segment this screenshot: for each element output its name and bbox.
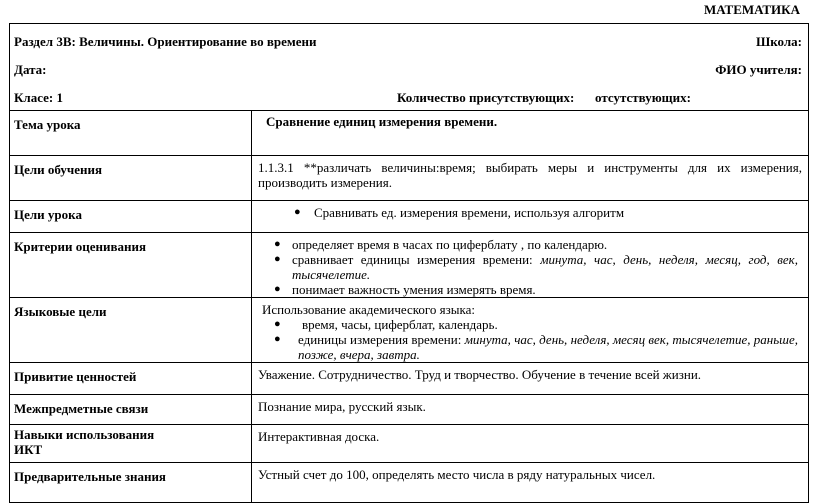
row-label: Цели урока <box>10 201 252 233</box>
prior-knowledge-cell: Устный счет до 100, определять место числа в ряду натуральных чисел. <box>252 463 809 503</box>
row-label: Межпредметные связи <box>10 395 252 425</box>
row-label: Предварительные знания <box>10 463 252 503</box>
row-label: Критерии оценивания <box>10 233 252 298</box>
row-label: Тема урока <box>10 111 252 156</box>
list-item: ● понимает важность умения измерять время. <box>274 282 536 297</box>
header-cell <box>10 24 809 111</box>
row-label: Языковые цели <box>10 298 252 363</box>
table-row <box>10 201 809 233</box>
list-item: ● Сравнивать ед. измерения времени, используя алгоритм <box>294 205 625 220</box>
date-label: Дата: <box>14 62 47 77</box>
row-label: Привитие ценностей <box>10 363 252 395</box>
table-row <box>10 233 809 298</box>
list-item: ● сравнивает единицы измерения времени: минута, час, день, неделя, месяц, год, век, тысячелетие. <box>274 252 798 282</box>
list-item: ● определяет время в часах по циферблату , по календарю. <box>274 237 608 252</box>
table-row <box>10 463 809 503</box>
lesson-goals-list <box>258 205 802 220</box>
subject-title: МАТЕМАТИКА <box>704 2 800 17</box>
teacher-label: ФИО учителя: <box>715 62 802 77</box>
cross-curricular-cell: Познание мира, русский язык. <box>252 395 809 425</box>
language-goals-list <box>258 317 798 362</box>
absent-label: отсутствующих: <box>595 90 691 105</box>
lesson-goals <box>252 201 809 233</box>
bullet-icon: ● <box>294 206 301 218</box>
criteria-list <box>258 237 798 297</box>
bullet-icon: ● <box>274 238 281 250</box>
language-goals <box>252 298 809 363</box>
lesson-topic: Сравнение единиц измерения времени. <box>252 111 809 156</box>
values-cell: Уважение. Сотрудничество. Труд и творчество. Обучение в течение всей жизни. <box>252 363 809 395</box>
present-label: Количество присутствующих: <box>397 90 575 105</box>
table-row <box>10 298 809 363</box>
class-label: Класе: 1 <box>14 90 63 105</box>
bullet-icon: ● <box>274 253 281 265</box>
table-row <box>10 363 809 395</box>
row-label: Цели обучения <box>10 156 252 201</box>
table-row <box>10 111 809 156</box>
learning-objectives: 1.1.3.1 **различать величины:время; выбирать меры и инструменты для их измерения, производить измерения. <box>252 156 809 201</box>
list-item: ● время, часы, циферблат, календарь. <box>274 317 498 332</box>
language-goals-intro: Использование академического языка: <box>262 302 475 317</box>
ict-skills-cell: Интерактивная доска. <box>252 425 809 463</box>
header-row <box>10 24 809 111</box>
list-item: ● единицы измерения времени: минута, час, день, неделя, месяц век, тысячелетие, раньше, позже, вчера, завтра. <box>274 332 799 362</box>
bullet-icon: ● <box>274 333 281 345</box>
table-row <box>10 425 809 463</box>
lesson-plan-table <box>9 23 809 503</box>
table-row <box>10 156 809 201</box>
row-label: Навыки использования ИКТ <box>10 425 252 463</box>
assessment-criteria <box>252 233 809 298</box>
bullet-icon: ● <box>274 283 281 295</box>
section-title: Раздел 3В: Величины. Ориентирование во времени <box>14 34 317 49</box>
bullet-icon: ● <box>274 318 281 330</box>
school-label: Школа: <box>755 34 802 49</box>
table-row <box>10 395 809 425</box>
